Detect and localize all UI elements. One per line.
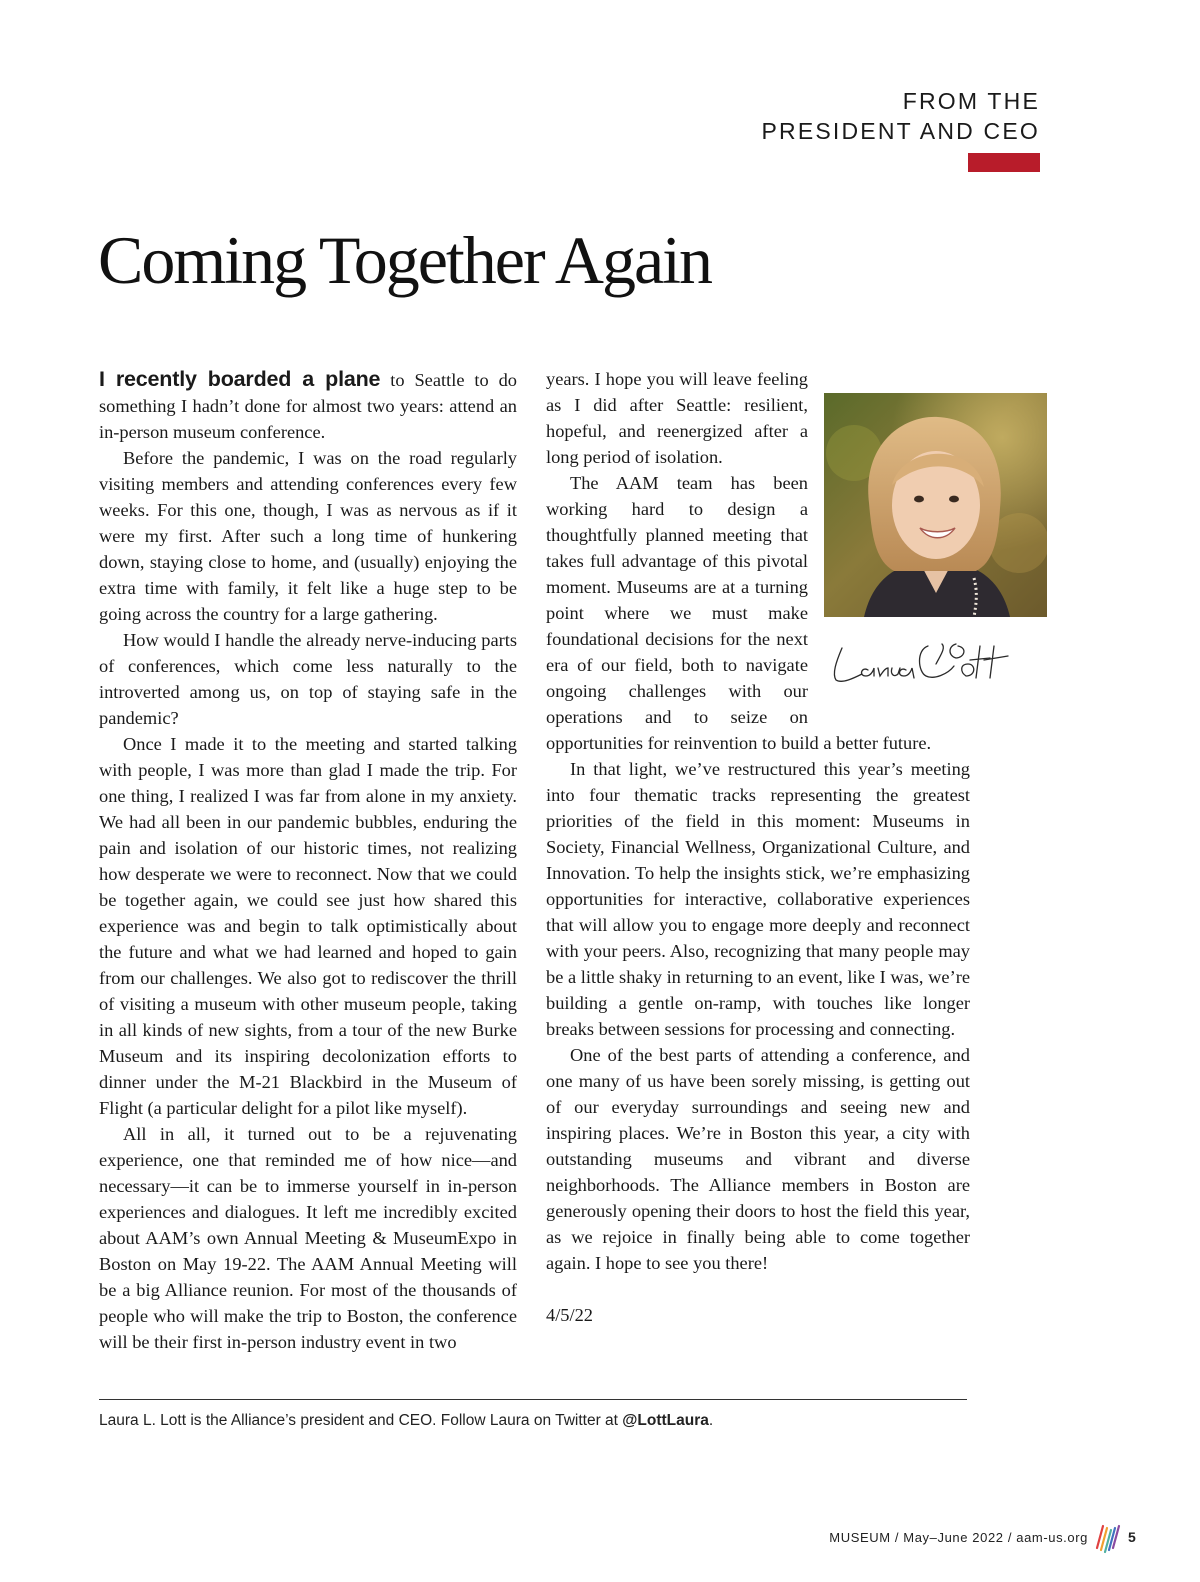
- aam-logo-icon: [1094, 1522, 1122, 1554]
- section-label-line1: FROM THE: [902, 88, 1040, 114]
- bio-text: Laura L. Lott is the Alliance’s president and CEO. Follow Laura on Twitter at: [99, 1412, 623, 1429]
- article-paragraph: The AAM team has been working hard to design a thoughtfully planned meeting that takes full advantage of this pivotal moment. Museums are at a turning point where we must make foundational decisions for the next era of our field, both to navigate ongoing challenges with our operations and to seize on opportunities for reinvention to build a better future.: [546, 473, 932, 753]
- article-paragraph: Once I made it to the meeting and started talking with people, I was more than glad I made the trip. For one thing, I realized I was far from alone in my anxiety. We had all been in our pandemic bubbles, enduring the pain and isolation of our historic times, not realizing how desperate we were to reconnect. Now that we could be together again, we could see just how shared this experience was and begin to talk optimistically about the future and what we had learned and hoped to gain from our challenges. We also got to rediscover the thrill of visiting a museum with other museum people, taking in all kinds of new sights, from a tour of the new Burke Museum and its inspiring decolonization efforts to dinner under the M-21 Blackbird in the Museum of Flight (a particular delight for a pilot like myself).: [99, 734, 517, 1118]
- twitter-handle[interactable]: @LottLaura: [622, 1412, 709, 1429]
- article-paragraph: Before the pandemic, I was on the road regularly visiting members and attending conferences every few weeks. For this one, though, I was as nervous as if it were my first. After such a long time of hunkering down, staying close to home, and (usually) enjoying the extra time with family, it felt like a huge step to be going across the country for a large gathering.: [99, 448, 517, 624]
- article-date: 4/5/22: [546, 1305, 594, 1325]
- page-number: 5: [1128, 1529, 1136, 1545]
- article-paragraph: How would I handle the already nerve-inducing parts of conferences, which come less naturally to the introverted among us, on top of staying safe in the pandemic?: [99, 630, 517, 728]
- author-photo: [824, 393, 1047, 617]
- paragraph-text: to Seattle to do something I hadn’t done for almost two years: attend an in-person museum conference.: [99, 370, 517, 442]
- accent-bar: [968, 153, 1040, 172]
- section-label-line2: PRESIDENT AND CEO: [761, 118, 1040, 144]
- footer-publication: MUSEUM / May–June 2022 / aam-us.org: [829, 1530, 1088, 1545]
- author-signature: [828, 636, 1012, 688]
- bio-end: .: [708, 1412, 714, 1429]
- bio-divider: [99, 1399, 967, 1400]
- article-paragraph: In that light, we’ve restructured this year’s meeting into four thematic tracks representing the greatest priorities of the field in this moment: Museums in Society, Financial Wellness, Organizational Culture, and Innovation. To help the insights stick, we’re emphasizing opportunities for interactive, collaborative experiences that will allow you to engage more deeply and reconnect with your peers. Also, recognizing that many people may be a little shaky in returning to an event, like I was, we’re building a gentle on-ramp, with touches like longer breaks between sessions for processing and connecting.: [546, 759, 970, 1039]
- section-label: [761, 86, 1040, 146]
- article-column-left: [99, 366, 517, 1355]
- article-title: Coming Together Again: [98, 222, 712, 298]
- article-paragraph: [99, 366, 517, 445]
- article-paragraph: All in all, it turned out to be a rejuvenating experience, one that reminded me of how nice—and necessary—it can be to immerse yourself in in-person experiences and dialogues. It left me incredibly excited about AAM’s own Annual Meeting & MuseumExpo in Boston on May 19-22. The AAM Annual Meeting will be a big Alliance reunion. For most of the thousands of people who will make the trip to Boston, the conference will be their first in-person industry event in two: [99, 1124, 517, 1352]
- article-paragraph: One of the best parts of attending a conference, and one many of us have been sorely missing, is getting out of our everyday surroundings and seeing new and inspiring places. We’re in Boston this year, a city with outstanding museums and vibrant and diverse neighborhoods. The Alliance members in Boston are generously opening their doors to host the field this year, as we rejoice in finally being able to come together again. I hope to see you there!: [546, 1045, 970, 1273]
- lead-in: I recently boarded a plane: [99, 367, 381, 391]
- article-paragraph: years. I hope you will leave feeling as I did after Seattle: resilient, hopeful, and reenergized after a long period of isolation.: [546, 369, 808, 467]
- author-bio: [99, 1410, 713, 1432]
